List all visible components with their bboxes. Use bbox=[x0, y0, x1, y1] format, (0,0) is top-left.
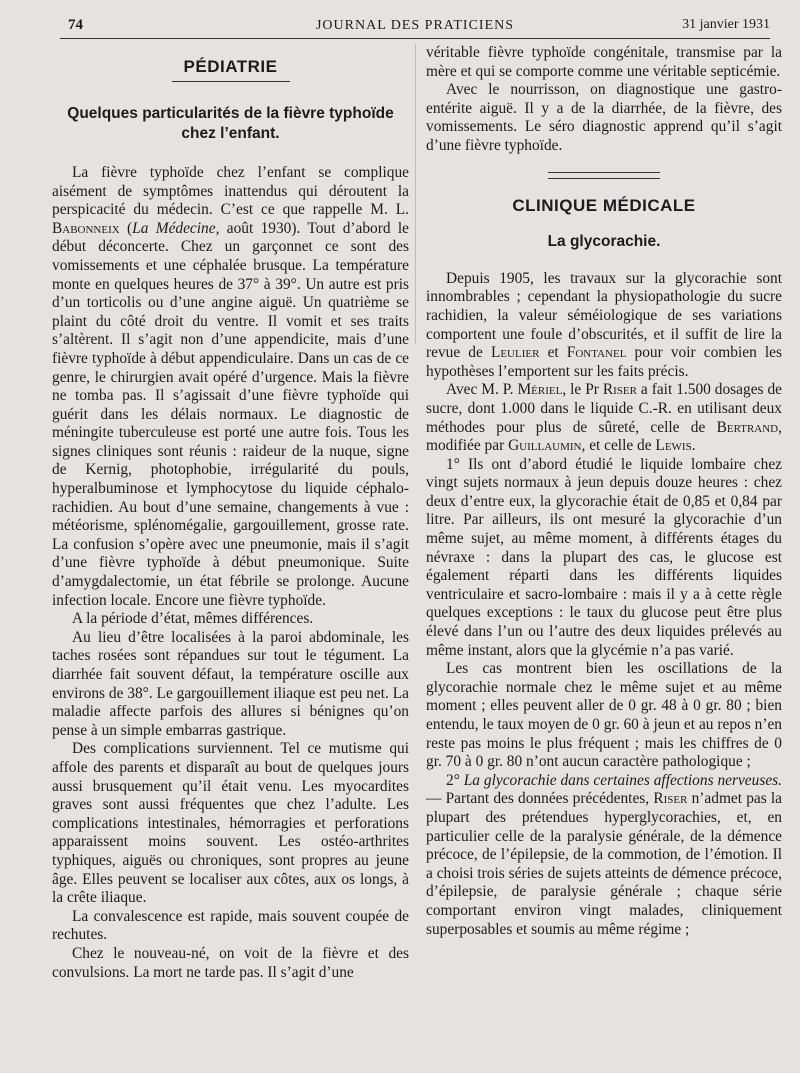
running-header bbox=[60, 16, 770, 39]
right-column bbox=[426, 44, 782, 1033]
paragraph: La convalescence est rapide, mais souvent coupée de rechutes. bbox=[52, 907, 409, 944]
left-column bbox=[52, 44, 409, 1033]
author-name: Mériel bbox=[517, 381, 563, 399]
author-name: Babonneix bbox=[52, 219, 120, 237]
section-underline bbox=[172, 81, 290, 82]
paragraph-continued: véritable fièvre typhoïde congénitale, transmise par la mère et qui se comporte comme une véritable septicémie. bbox=[426, 44, 782, 80]
paragraph: Au lieu d’être localisées à la paroi abdominale, les taches rosées sont répandues sur tout le tégument. La diarrhée fait souvent défaut, la température oscille aux environs de 38°. Le gargouillement iliaque est peu net. La maladie affecte parfois des allures si bénignes qu’on pense à un simple embarras gastrique. bbox=[52, 628, 409, 739]
author-name: Fontanel bbox=[566, 344, 627, 362]
paragraph: 2° La glycorachie dans certaines affections nerveuses. — Partant des données précédentes, Riser n’admet pas la plupart des prétendues hyperglycorachies, et, en particulier celle de la paralysie générale, de la démence précoce, de l’épilepsie, de la commotion, de l’émotion. Il a choisi trois séries de sujets atteints de démence précoce, d’épilepsie, de paralysie générale ; chaque série comportant environ vingt malades, cliniquement superposables et soumis au même régime ; bbox=[426, 771, 783, 938]
article-title-glycorachie: La glycorachie. bbox=[547, 233, 661, 251]
article-title-typhoide: Quelques particularités de la fièvre typhoïde chez l’enfant. bbox=[67, 104, 394, 142]
author-name: Bertrand bbox=[716, 418, 779, 436]
section-heading-pediatrie: PÉDIATRIE bbox=[183, 57, 278, 76]
paragraph: La fièvre typhoïde chez l’enfant se complique aisément de symptômes inattendus qui déroutent la perspicacité du médecin. C’est ce que rappelle M. L. Babonneix (La Médecine, août 1930). Tout d’abord le début déconcerte. Chez un garçonnet ce sont des vomissements et une céphalée brusque. La température monte en quelques heures de 37° à 39°. Un autre est pris d’un torticolis ou d’une angine aiguë. Un quatrième se plaint du côté droit du ventre. Il vomit et ses traits s’altèrent. Il s’agit non d’une appendicite, mais d’une fièvre typhoïde à début appendiculaire. Dans un cas de ce genre, le chirurgien avait opéré d’urgence. Mais la fièvre ne tomba pas. Il s’agissait d’une fièvre typhoïde qui guérit dans les délais normaux. Le diagnostic de méningite tuberculeuse est porté une autre fois. Tous les signes cliniques sont réunis : raideur de la nuque, signe de Kernig, photophobie, irrégularité du pouls, hyperalbuminose et lymphocytose du liquide céphalo-rachidien. Au bout d’une semaine, changements à vue : météorisme, splénomégalie, gargouillement, grosse rate. La confusion s’opère avec une pneumonie, mais il s’agit d’une fièvre typhoïde à début pneumonique. Suite d’amygdalectomie, un état fébrile se prolonge. Aucune infection locale. Encore une fièvre typhoïde. bbox=[52, 163, 409, 609]
paragraph: A la période d’état, mêmes différences. bbox=[72, 610, 314, 628]
paragraph: Des complications surviennent. Tel ce mutisme qui affole des parents et disparaît au bout de quelques jours aussi brusquement qu’il était venu. Les myocardites graves sont aussi fréquentes que chez l’adulte. Les complications intestinales, hémorragies et perforations apparaissent moins souvent. Les ostéo-arthrites typhiques, aiguës ou chroniques, sont propres au jeune âge. Elles peuvent se localiser aux côtes, aux os longs, à la crête iliaque. bbox=[52, 740, 409, 907]
source-title: La Médecine, bbox=[132, 219, 220, 237]
author-name: Riser bbox=[653, 790, 688, 808]
author-name: Leulier bbox=[490, 344, 540, 362]
page-number: 74 bbox=[68, 17, 83, 33]
column-divider bbox=[415, 44, 416, 344]
double-rule-separator bbox=[548, 172, 660, 179]
paragraph: Avec M. P. Mériel, le Pr Riser a fait 1.500 dosages de sucre, dont 1.000 dans le liquide C.-R. en utilisant deux méthodes pour plus de sûreté, celle de Bertrand, modifiée par Guillaumin, et celle de Lewis. bbox=[426, 381, 783, 455]
journal-title: JOURNAL DES PRATICIENS bbox=[315, 18, 515, 33]
author-name: Guillaumin bbox=[508, 437, 582, 455]
author-name: Riser bbox=[602, 381, 637, 399]
paragraph: Depuis 1905, les travaux sur la glycorachie sont innombrables ; cependant la physiopathologie du sucre rachidien, la valeur séméiologique de ses variations comportent une foule d’obscurités, et il suffit de lire la revue de Leulier et Fontanel pour voir combien les hypothèses l’emportent sur les faits précis. bbox=[426, 269, 782, 380]
author-name: Lewis bbox=[655, 437, 692, 455]
subheading-italic: La glycorachie dans certaines affections nerveuses. bbox=[463, 771, 782, 789]
paragraph: 1° Ils ont d’abord étudié le liquide lombaire chez vingt sujets normaux à jeun depuis douze heures : chez deux d’entre eux, la glycorachie était de 0,85 et 0,84 par litre. Par ailleurs, ils ont mesuré la glycorachie d’un même sujet, au même moment, à différents étages du névraxe : dans la plupart des cas, le glucose est également réparti dans les différents liquides ventriculaire et sacro-lombaire : mais il y a à cette règle quelques exceptions : le taux du glucose peut être plus élevé dans l’un ou l’autre des deux liquides prélevés au même instant, alors que la glycémie n’a pas varié. bbox=[426, 455, 782, 659]
paragraph: Avec le nourrisson, on diagnostique une gastro-entérite aiguë. Il y a de la diarrhée, de la fièvre, des vomissements. Le séro diagnostic apprend qu’il s’agit d’une fièvre typhoïde. bbox=[426, 81, 782, 154]
issue-date: 31 janvier 1931 bbox=[682, 17, 770, 32]
paragraph: Les cas montrent bien les oscillations de la glycorachie normale chez le même sujet et au même moment ; elles peuvent aller de 0 gr. 48 à 0 gr. 80 ; bien entendu, le taux moyen de 0 gr. 60 à jeun et au repos n’en reste pas moins le plus fréquent ; mais les chiffres de 0 gr. 70 à 0 gr. 80 n’ont aucun caractère pathologique ; bbox=[426, 660, 782, 771]
paragraph: Chez le nouveau-né, on voit de la fièvre et des convulsions. La mort ne tarde pas. Il s’agit d’une bbox=[52, 944, 409, 981]
section-heading-clinique: CLINIQUE MÉDICALE bbox=[512, 195, 696, 215]
